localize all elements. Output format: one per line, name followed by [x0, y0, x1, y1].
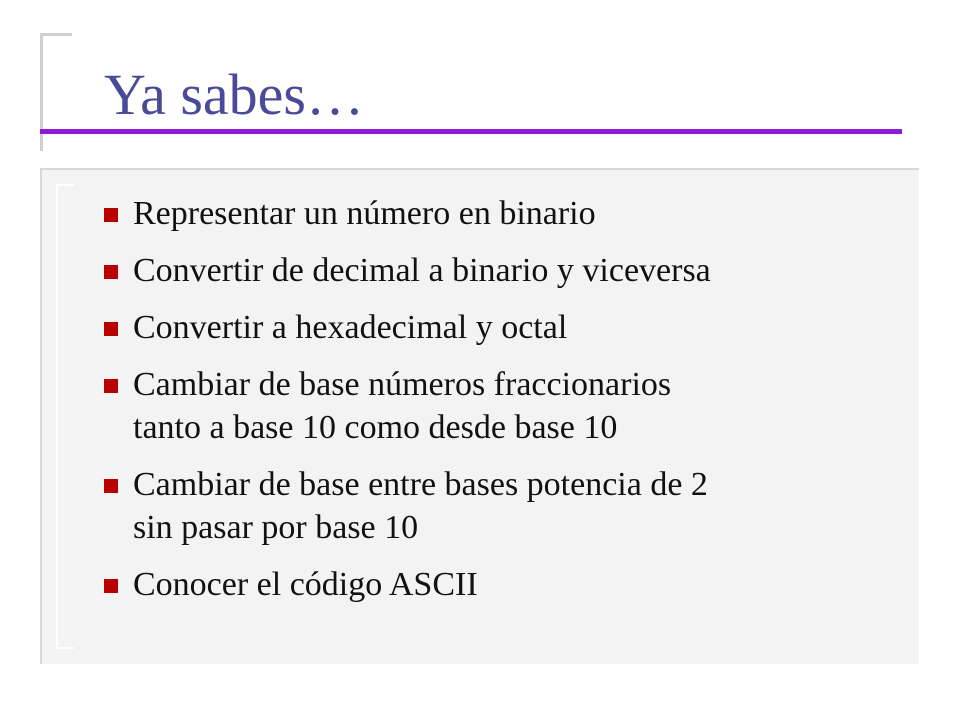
bullet-item-fractional — [104, 363, 904, 449]
bullet-text-line-1: Cambiar de base entre bases potencia de 2 — [133, 466, 708, 503]
bullet-text-line-1: Cambiar de base números fraccionarios — [133, 366, 672, 403]
bullet-text: Convertir de decimal a binario y viceversa — [133, 252, 711, 289]
bullet-item-ascii — [104, 563, 904, 606]
bullet-text: Representar un número en binario — [133, 195, 596, 232]
slide-title: Ya sabes… — [104, 62, 364, 127]
bullet-text-line-2: sin pasar por base 10 — [133, 509, 419, 546]
square-bullet-icon — [104, 208, 118, 222]
content-panel-frame — [56, 184, 74, 649]
square-bullet-icon — [104, 479, 118, 493]
bullet-item-decimal-binary — [104, 249, 904, 292]
square-bullet-icon — [104, 379, 118, 393]
square-bullet-icon — [104, 265, 118, 279]
title-underline — [40, 129, 902, 134]
bullet-item-power-of-two — [104, 463, 904, 549]
bullet-item-hex-octal — [104, 306, 904, 349]
square-bullet-icon — [104, 322, 118, 336]
bullet-text-line-2: tanto a base 10 como desde base 10 — [133, 409, 618, 446]
bullet-item-binary — [104, 192, 904, 235]
square-bullet-icon — [104, 579, 118, 593]
bullet-list — [104, 192, 904, 620]
bullet-text: Conocer el código ASCII — [133, 566, 478, 603]
bullet-text: Convertir a hexadecimal y octal — [133, 309, 568, 346]
